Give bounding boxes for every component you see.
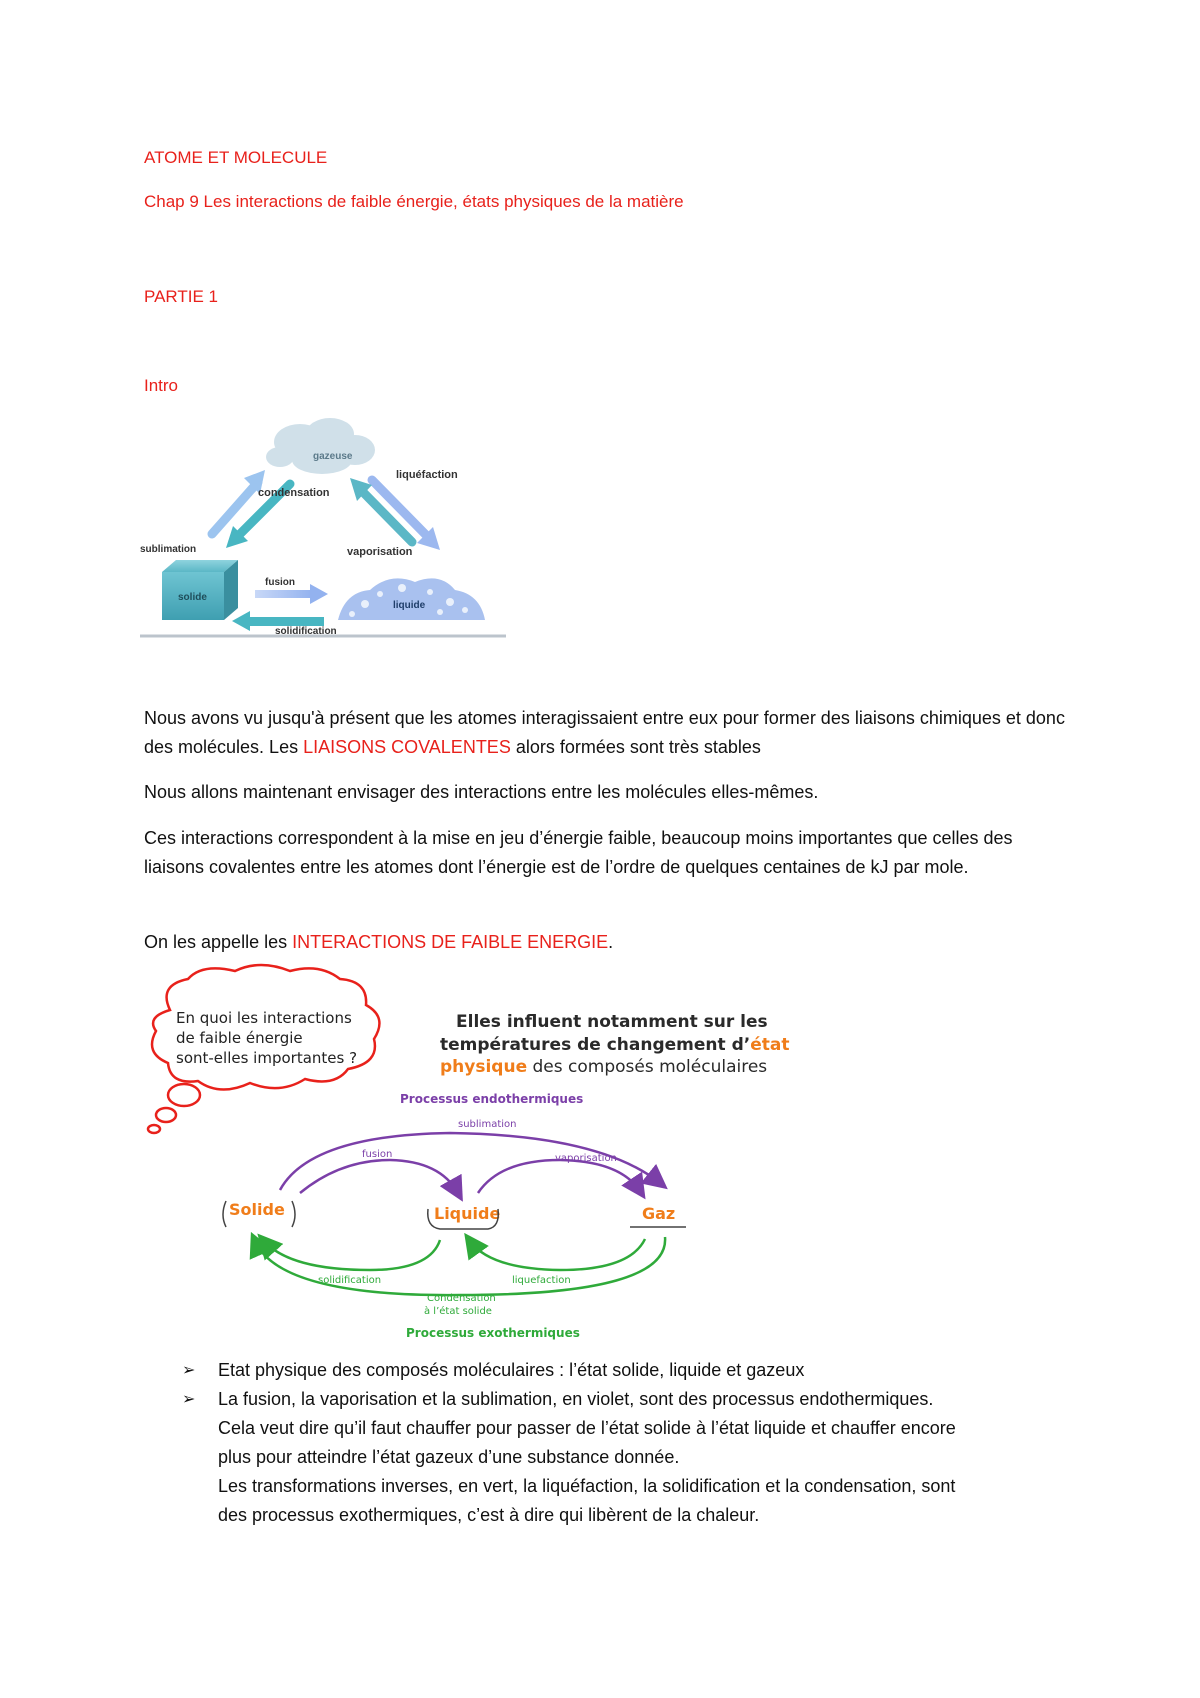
chapter-heading: Chap 9 Les interactions de faible énergie, états physiques de la matière xyxy=(144,192,684,211)
liquide-label: liquide xyxy=(393,600,426,611)
bullet-arrow-icon: ➢ xyxy=(182,1391,196,1408)
part-heading: PARTIE 1 xyxy=(144,287,219,306)
diagram-headline xyxy=(456,1012,768,1032)
exothermic-label: Processus exothermiques xyxy=(406,1326,580,1340)
solidification-arrow xyxy=(248,617,324,626)
bubble-line: de faible énergie xyxy=(176,1029,303,1047)
covalent-bonds-highlight: LIAISONS COVALENTES xyxy=(303,737,511,757)
bullet-item xyxy=(182,1385,1082,1530)
diagram-headline xyxy=(440,1035,789,1055)
liquide-state: Liquide xyxy=(434,1204,501,1223)
condensation-line: Condensation xyxy=(427,1293,496,1304)
bullet-line: Les transformations inverses, en vert, la liquéfaction, la solidification et la condensation, sont xyxy=(218,1476,956,1496)
bullet-item xyxy=(182,1356,1082,1385)
liquefaction-label: liquéfaction xyxy=(396,469,458,481)
bullet-line: La fusion, la vaporisation et la sublimation, en violet, sont des processus endothermiques. xyxy=(218,1389,934,1409)
bubble-question xyxy=(176,1009,357,1067)
bullet-line: plus pour atteindre l’état gazeux d’une substance donnée. xyxy=(218,1447,680,1467)
paragraph-text: On les appelle les xyxy=(144,932,293,952)
gas-cloud-icon xyxy=(266,418,375,474)
bubble-line: sont-elles importantes ? xyxy=(176,1049,358,1067)
vaporisation-label: vaporisation xyxy=(555,1153,617,1164)
solid-cube-icon xyxy=(162,560,238,620)
diagram-headline xyxy=(440,1057,767,1077)
vaporisation-label: vaporisation xyxy=(347,546,413,558)
liquefaction-arc xyxy=(470,1239,645,1270)
solide-label: solide xyxy=(178,592,207,603)
paragraph-naming xyxy=(144,928,1074,957)
liquefaction-label: liquefaction xyxy=(512,1275,571,1286)
fusion-label: fusion xyxy=(265,577,295,588)
bullet-list xyxy=(182,1356,1082,1530)
gaz-state: Gaz xyxy=(642,1204,676,1223)
condensation-label: condensation xyxy=(258,487,330,499)
bullet-line: Etat physique des composés moléculaires : l’état solide, liquide et gazeux xyxy=(218,1360,805,1380)
solidification-arrow-head xyxy=(232,611,250,631)
headline-line: des composés moléculaires xyxy=(527,1057,768,1077)
bullet-line: Cela veut dire qu’il faut chauffer pour passer de l’état solide à l’état liquide et chauffer encore xyxy=(218,1418,956,1438)
paragraph-text: Nous avons vu jusqu'à présent que les atomes interagissaient entre eux pour former des liaisons chimiques et donc des molécules. Les xyxy=(144,708,1065,757)
endothermic-label: Processus endothermiques xyxy=(400,1092,584,1106)
physique-highlight: physique xyxy=(440,1057,528,1077)
phase-change-diagram xyxy=(140,965,790,1345)
bubble-line: En quoi les interactions xyxy=(176,1009,352,1027)
paragraph-low-energy: Ces interactions correspondent à la mise en jeu d’énergie faible, beaucoup moins importantes que celles des liaisons covalentes entre les atomes dont l’énergie est de l’ordre de quelques centaines de kJ par mole. xyxy=(144,828,1013,877)
paragraph-text: . xyxy=(608,932,614,952)
document-title: ATOME ET MOLECULE xyxy=(144,148,328,167)
condensation-line: à l’état solide xyxy=(424,1306,492,1317)
states-of-matter-diagram xyxy=(140,412,506,638)
sublimation-label: sublimation xyxy=(140,544,197,555)
sublimation-label: sublimation xyxy=(458,1119,517,1130)
paragraph-intermolecular: Nous allons maintenant envisager des interactions entre les molécules elles-mêmes. xyxy=(144,782,819,802)
fusion-arc xyxy=(300,1160,458,1193)
solidification-arc xyxy=(264,1240,440,1270)
paragraph-covalent xyxy=(144,704,1074,762)
bullet-arrow-icon: ➢ xyxy=(182,1362,196,1379)
fusion-arrow xyxy=(255,590,313,598)
solidification-label: solidification xyxy=(318,1275,382,1286)
gazeuse-label: gazeuse xyxy=(313,451,353,462)
low-energy-interactions-highlight: INTERACTIONS DE FAIBLE ENERGIE xyxy=(292,932,609,952)
fusion-label: fusion xyxy=(362,1149,393,1160)
etat-highlight: état xyxy=(750,1035,790,1055)
headline-line: températures de changement d’ xyxy=(440,1035,751,1055)
paragraph-text: alors formées sont très stables xyxy=(510,737,761,757)
vaporisation-arc xyxy=(478,1160,640,1193)
condensation-solid-label xyxy=(424,1293,499,1317)
bullet-line: des processus exothermiques, c’est à dire qui libèrent de la chaleur. xyxy=(218,1505,760,1525)
intro-heading: Intro xyxy=(144,376,179,395)
headline-line: Elles influent notamment sur les xyxy=(456,1012,768,1032)
solide-state: Solide xyxy=(229,1200,285,1219)
solidification-label: solidification xyxy=(275,626,337,637)
fusion-arrow-head xyxy=(310,584,328,604)
